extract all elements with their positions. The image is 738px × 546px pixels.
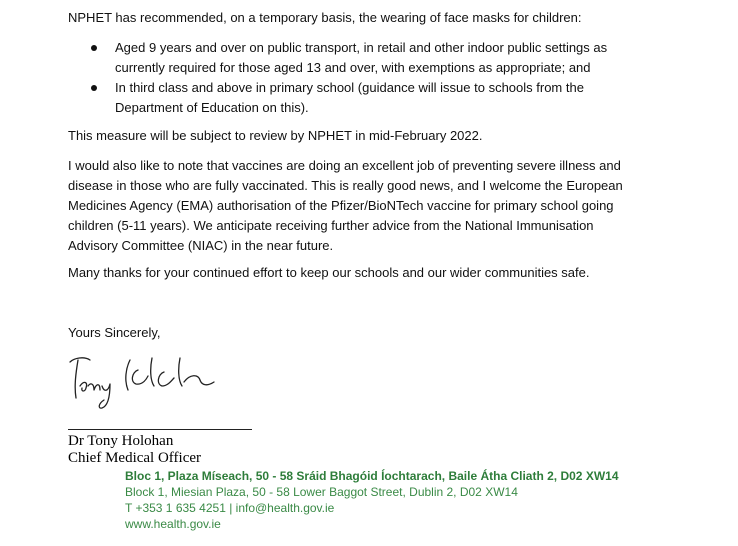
footer-website-link[interactable]: www.health.gov.ie: [125, 517, 221, 531]
paragraph-line: Advisory Committee (NIAC) in the near future.: [68, 238, 334, 253]
paragraph-line: Medicines Agency (EMA) authorisation of the Pfizer/BioNTech vaccine for primary school going: [68, 198, 614, 213]
closing-salutation: Yours Sincerely,: [68, 325, 161, 340]
paragraph-line: I would also like to note that vaccines are doing an excellent job of preventing severe illness and: [68, 158, 621, 173]
paragraph-line: disease in those who are fully vaccinated. This is really good news, and I welcome the European: [68, 178, 623, 193]
list-item: [68, 38, 668, 78]
review-paragraph: This measure will be subject to review by NPHET in mid-February 2022.: [68, 128, 483, 143]
signatory-name: Dr Tony Holohan: [68, 433, 174, 449]
footer-contact[interactable]: T +353 1 635 4251 | info@health.gov.ie: [125, 501, 335, 515]
list-item-line: In third class and above in primary school (guidance will issue to schools from the: [115, 80, 584, 95]
bullet-icon: [91, 85, 97, 91]
list-item-line: Aged 9 years and over on public transport, in retail and other indoor public settings as: [115, 40, 608, 55]
intro-paragraph: NPHET has recommended, on a temporary basis, the wearing of face masks for children:: [68, 10, 582, 25]
vaccine-paragraph: [68, 156, 668, 256]
thanks-paragraph: Many thanks for your continued effort to keep our schools and our wider communities safe.: [68, 265, 590, 280]
signature-line: [68, 429, 252, 430]
footer-address-irish: Bloc 1, Plaza Míseach, 50 - 58 Sráid Bhagóid Íochtarach, Baile Átha Cliath 2, D02 XW14: [125, 469, 619, 483]
list-item-line: Department of Education on this).: [115, 100, 309, 115]
bullet-icon: [91, 45, 97, 51]
list-item: [68, 78, 668, 118]
paragraph-line: children (5-11 years). We anticipate receiving further advice from the National Immunisation: [68, 218, 594, 233]
footer-address-english: Block 1, Miesian Plaza, 50 - 58 Lower Baggot Street, Dublin 2, D02 XW14: [125, 485, 518, 499]
handwritten-signature: [66, 352, 226, 412]
recommendations-list: [68, 38, 668, 118]
list-item-line: currently required for those aged 13 and over, with exemptions as appropriate; and: [115, 60, 591, 75]
signatory-title: Chief Medical Officer: [68, 450, 202, 466]
